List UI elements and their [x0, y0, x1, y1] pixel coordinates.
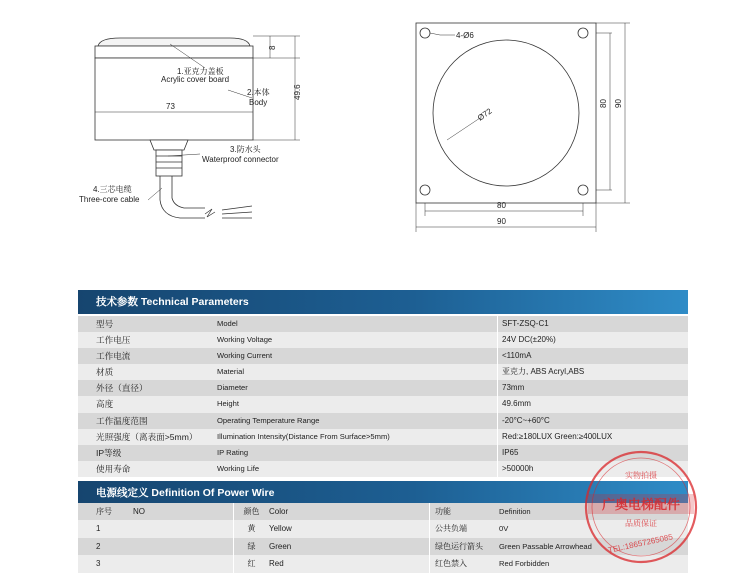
- table-row: [78, 413, 688, 429]
- param-value: 亚克力, ABS Acryl,ABS: [497, 364, 688, 380]
- wire-func-en: 0V: [499, 524, 509, 534]
- param-value: 24V DC(±20%): [497, 332, 688, 348]
- stamp-sub-text: 品质保证: [625, 519, 657, 528]
- param-cn: 型号: [96, 319, 114, 329]
- technical-parameters-heading: 技术参数 Technical Parameters: [78, 290, 688, 314]
- header-func-en: Definition: [499, 507, 531, 516]
- wire-color-cn: 红: [233, 555, 269, 572]
- dim-outer-h: 90: [497, 217, 506, 226]
- wire-color-en: Yellow: [269, 524, 292, 534]
- param-en: Height: [217, 399, 239, 409]
- param-cn: 工作温度范围: [96, 415, 148, 426]
- callout-cable-en: Three-core cable: [79, 195, 140, 204]
- stamp-phone-text: TEL:18657265085: [607, 532, 674, 555]
- callout-acrylic-en: Acrylic cover board: [161, 75, 230, 84]
- dim-outer-v: 90: [614, 99, 623, 108]
- param-value: Red:≥180LUX Green:≥400LUX: [497, 429, 688, 445]
- wire-color-cn: 绿: [233, 538, 269, 555]
- stamp-top-text: 实物拍摄: [625, 471, 657, 480]
- param-en: IP Rating: [217, 447, 249, 457]
- quality-stamp: [582, 448, 700, 566]
- table-row: [78, 429, 688, 445]
- header-seq-cn: 序号: [96, 507, 112, 516]
- table-row: [78, 364, 688, 380]
- power-wire-heading: 电源线定义 Definition Of Power Wire: [78, 481, 688, 505]
- technical-drawing: [0, 0, 740, 260]
- header-color-cn: 颜色: [233, 503, 269, 520]
- diameter-label: Ø72: [475, 106, 494, 123]
- param-cn: 光照强度（离表面>5mm）: [96, 431, 198, 442]
- param-value: 49.6mm: [497, 396, 688, 412]
- table-row: [78, 348, 688, 364]
- dim-width: 73: [166, 102, 175, 111]
- callout-body-en: Body: [249, 98, 268, 107]
- wire-func-en: Red Forbidden: [499, 559, 550, 569]
- param-en: Diameter: [217, 383, 248, 393]
- param-value: 73mm: [497, 380, 688, 396]
- stamp-company-text: 广奥电梯配件: [601, 497, 681, 512]
- header-seq-en: NO: [133, 507, 145, 516]
- param-cn: 外径（直径）: [96, 383, 148, 394]
- wire-color-en: Green: [269, 541, 292, 551]
- wire-color-cn: 黄: [233, 520, 269, 537]
- param-en: Material: [217, 367, 245, 377]
- wire-func-en: Green Passable Arrowhead: [499, 541, 592, 551]
- callout-body-cn: 2.本体: [247, 88, 270, 97]
- wire-func-cn: 公共负端: [429, 520, 499, 537]
- param-cn: 材质: [96, 367, 114, 378]
- param-value: <110mA: [497, 348, 688, 364]
- header-color-en: Color: [269, 507, 289, 516]
- param-en: Illumination Intensity(Distance From Surface>5mm): [217, 431, 390, 441]
- param-cn: 工作电压: [96, 335, 131, 346]
- param-cn: 使用寿命: [96, 463, 131, 474]
- wire-func-cn: 绿色运行箭头: [429, 538, 499, 555]
- dim-thickness: 8: [268, 45, 277, 50]
- table-row: [78, 396, 688, 412]
- header-func-cn: 功能: [429, 503, 499, 520]
- table-row: [78, 380, 688, 396]
- param-cn: 工作电流: [96, 351, 131, 362]
- param-en: Model: [217, 319, 238, 328]
- table-row: [78, 332, 688, 348]
- callout-acrylic-cn: 1.亚克力盖板: [177, 67, 224, 76]
- dim-inner-h: 80: [497, 201, 506, 210]
- callout-connector-cn: 3.防水头: [230, 145, 261, 154]
- front-view: [416, 23, 630, 232]
- param-value: SFT-ZSQ-C1: [497, 316, 688, 332]
- callout-cable-cn: 4.三芯电缆: [93, 185, 132, 194]
- param-cn: IP等级: [96, 447, 122, 458]
- table-row: [78, 316, 688, 332]
- param-en: Working Life: [217, 463, 260, 473]
- param-en: Working Voltage: [217, 335, 273, 345]
- dim-height: 49.6: [293, 84, 302, 100]
- wire-func-cn: 红色禁入: [429, 555, 499, 572]
- param-value: IP65: [497, 445, 688, 461]
- wire-no: 1: [96, 524, 101, 534]
- wire-no: 2: [96, 541, 101, 551]
- param-en: Working Current: [217, 351, 273, 361]
- hole-label: 4-Ø6: [456, 31, 474, 40]
- param-cn: 高度: [96, 399, 114, 410]
- callout-connector-en: Waterproof connector: [202, 155, 279, 164]
- wire-no: 3: [96, 559, 101, 569]
- dim-inner-v: 80: [599, 99, 608, 108]
- param-en: Operating Temperature Range: [217, 415, 320, 425]
- param-value: -20°C~+60°C: [497, 413, 688, 429]
- wire-color-en: Red: [269, 559, 284, 569]
- param-value: >50000h: [497, 461, 688, 477]
